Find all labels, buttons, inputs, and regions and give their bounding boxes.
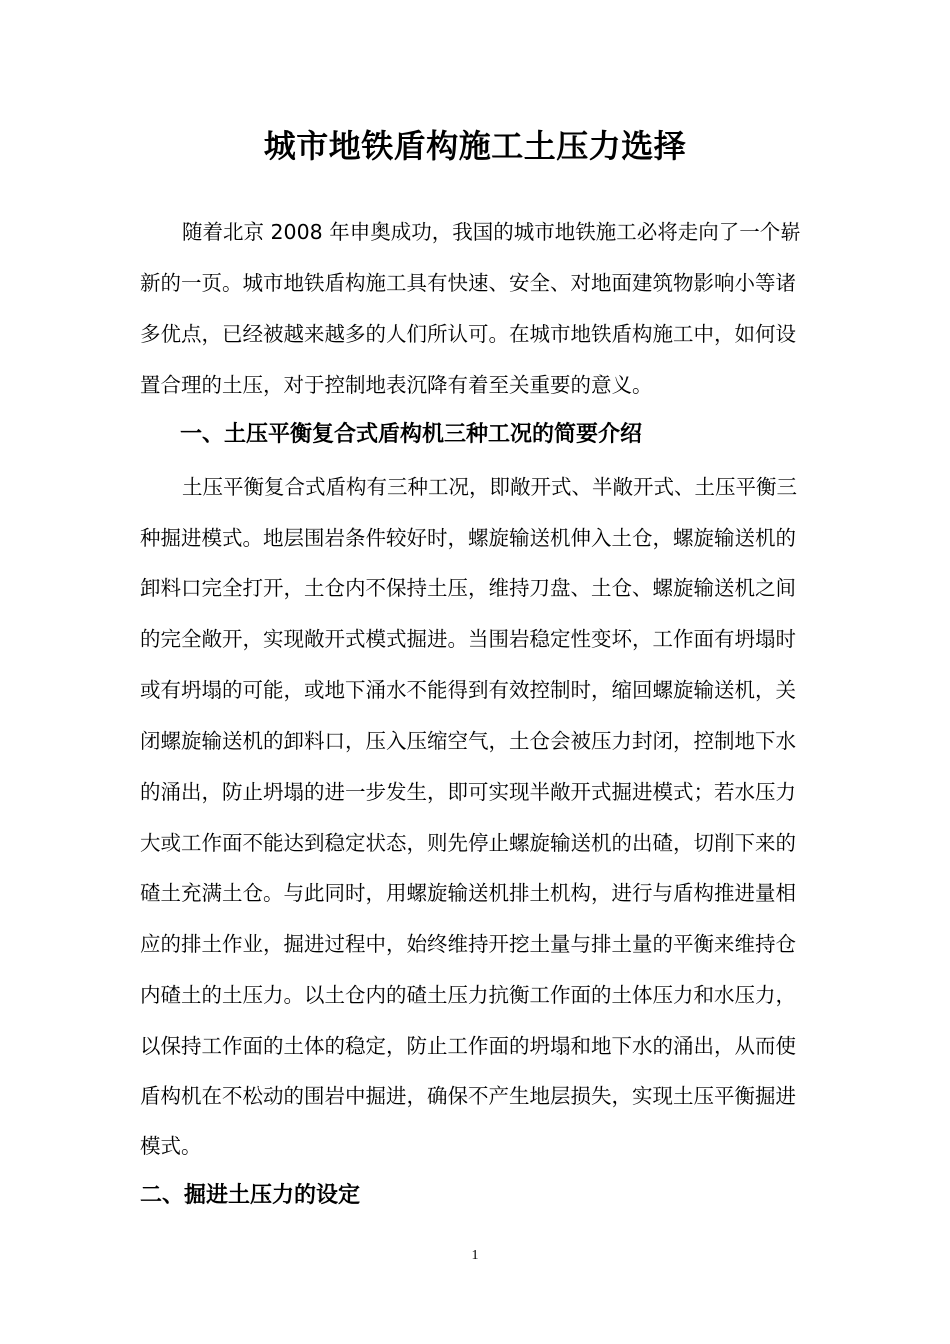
document-title: 城市地铁盾构施工土压力选择	[263, 127, 687, 165]
paragraph-line: 种掘进模式。地层围岩条件较好时，螺旋输送机伸入土仓，螺旋输送机的	[140, 526, 796, 550]
paragraph-line: 新的一页。城市地铁盾构施工具有快速、安全、对地面建筑物影响小等诸	[140, 271, 796, 295]
paragraph-line: 碴土充满土仓。与此同时，用螺旋输送机排土机构，进行与盾构推进量相	[140, 881, 796, 905]
section-heading-1: 一、土压平衡复合式盾构机三种工况的简要介绍	[180, 422, 643, 447]
paragraph-line: 盾构机在不松动的围岩中掘进，确保不产生地层损失，实现土压平衡掘进	[140, 1084, 796, 1108]
paragraph-line: 大或工作面不能达到稳定状态，则先停止螺旋输送机的出碴，切削下来的	[140, 831, 796, 855]
paragraph-line: 卸料口完全打开，土仓内不保持土压，维持刀盘、土仓、螺旋输送机之间	[140, 576, 796, 600]
paragraph-line: 模式。	[140, 1134, 202, 1158]
paragraph-line: 应的排土作业，掘进过程中，始终维持开挖土量与排土量的平衡来维持仓	[140, 932, 796, 956]
section-heading-2: 二、掘进土压力的设定	[140, 1183, 361, 1208]
paragraph-line: 以保持工作面的土体的稳定，防止工作面的坍塌和地下水的涌出，从而使	[140, 1034, 796, 1058]
paragraph-line: 随着北京 2008 年申奥成功，我国的城市地铁施工必将走向了一个崭	[182, 220, 801, 244]
paragraph-line: 或有坍塌的可能，或地下涌水不能得到有效控制时，缩回螺旋输送机，关	[140, 678, 796, 702]
page-number: 1	[471, 1248, 479, 1263]
paragraph-line: 的涌出，防止坍塌的进一步发生，即可实现半敞开式掘进模式；若水压力	[140, 780, 796, 804]
paragraph-line: 闭螺旋输送机的卸料口，压入压缩空气，土仓会被压力封闭，控制地下水	[140, 729, 796, 753]
paragraph-line: 的完全敞开，实现敞开式模式掘进。当围岩稳定性变坏，工作面有坍塌时	[140, 627, 796, 651]
paragraph-line: 置合理的土压，对于控制地表沉降有着至关重要的意义。	[140, 373, 653, 397]
paragraph-line: 多优点，已经被越来越多的人们所认可。在城市地铁盾构施工中，如何设	[140, 322, 796, 346]
paragraph-line: 土压平衡复合式盾构有三种工况，即敞开式、半敞开式、土压平衡三	[182, 475, 797, 499]
paragraph-line: 内碴土的土压力。以土仓内的碴土压力抗衡工作面的土体压力和水压力，	[140, 983, 796, 1007]
